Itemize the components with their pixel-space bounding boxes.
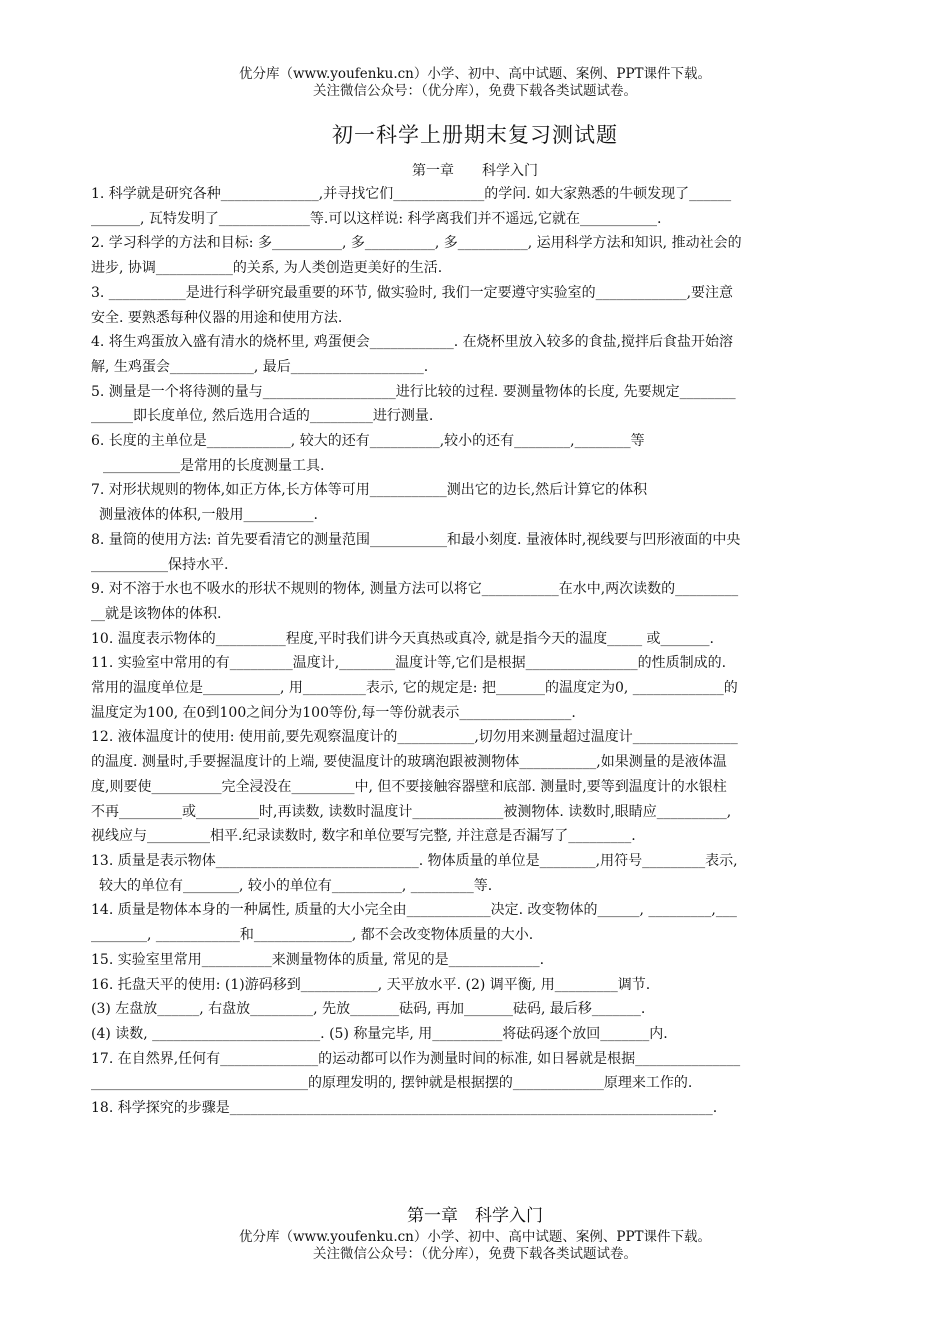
question-line: 安全. 要熟悉每种仪器的用途和使用方法. (91, 309, 343, 326)
question-list (91, 182, 861, 1121)
question-item (91, 849, 861, 898)
question-item (91, 1047, 861, 1096)
footer-line-2: 关注微信公众号：（优分库），免费下载各类试题试卷。 (313, 1246, 637, 1262)
question-line: 3. ___________是进行科学研究最重要的环节, 做实验时, 我们一定要遵守实验室的_____________,要注意 (91, 284, 734, 301)
footer-line-1: 优分库（www.youfenku.cn）小学、初中、高中试题、案例、PPT课件下载。 (238, 1229, 712, 1245)
question-item (91, 651, 861, 725)
question-line: (4) 读数, ________________________. (5) 称量完毕, 用__________将砝码逐个放回_______内. (91, 1025, 668, 1042)
question-item (91, 577, 861, 626)
question-line: 6. 长度的主单位是____________, 较大的还有__________,较小的还有________,________等 (91, 433, 645, 450)
question-line: 较大的单位有________, 较小的单位有__________, _________等. (99, 877, 493, 894)
footer-chapter: 第一章 科学入门 (407, 1206, 543, 1226)
question-line: ___________保持水平. (91, 556, 229, 573)
question-item (91, 948, 861, 973)
question-line: 17. 在自然界,任何有______________的运动都可以作为测量时间的标准, 如日晷就是根据_______________ (91, 1050, 741, 1067)
question-line: 15. 实验室里常用__________来测量物体的质量, 常见的是_____________. (91, 951, 545, 968)
question-line: _______, 瓦特发明了_____________等.可以这样说: 科学离我们并不遥远,它就在___________. (91, 210, 662, 227)
question-item (91, 380, 861, 429)
question-item (91, 973, 861, 998)
question-item (91, 330, 861, 379)
question-item (91, 627, 861, 652)
question-line: 8. 量筒的使用方法: 首先要看清它的测量范围___________和最小刻度. 量液体时,视线要与凹形液面的中央 (91, 531, 741, 548)
question-line: _______________________________的原理发明的, 摆钟就是根据摆的_____________原理来工作的. (91, 1075, 693, 1092)
page-footer (0, 1229, 950, 1263)
question-line: 测量液体的体积,一般用__________. (99, 507, 318, 524)
question-line: 常用的温度单位是___________, 用_________表示, 它的规定是: 把_______的温度定为0, _____________的 (91, 680, 738, 697)
question-line: 7. 对形状规则的物体,如正方体,长方体等可用___________测出它的边长,然后计算它的体积 (91, 482, 648, 499)
question-line: 18. 科学探究的步骤是_____________________________________________________________________. (91, 1100, 718, 1117)
question-line: 11. 实验室中常用的有_________温度计,________温度计等,它们是根据________________的性质制成的. (91, 655, 727, 672)
question-line: ___________是常用的长度测量工具. (103, 457, 325, 474)
question-line: 度,则要使__________完全浸没在_________中, 但不要接触容器壁和底部. 测量时,要等到温度计的水银柱 (91, 778, 727, 795)
chapter-heading: 第一章 科学入门 (412, 163, 538, 179)
question-item (91, 478, 861, 527)
question-line: 13. 质量是表示物体_____________________________. 物体质量的单位是________,用符号_________表示, (91, 852, 738, 869)
header-line-1: 优分库（www.youfenku.cn）小学、初中、高中试题、案例、PPT课件下载。 (238, 66, 712, 82)
question-item (91, 182, 861, 231)
document-title: 初一科学上册期末复习测试题 (332, 123, 618, 147)
question-line: __就是该物体的体积. (91, 605, 222, 622)
question-line: 14. 质量是物体本身的一种属性, 质量的大小完全由____________决定. 改变物体的______, _________,___ (91, 902, 737, 919)
page-header (0, 66, 950, 100)
question-item (91, 725, 861, 849)
question-line: 进步, 协调___________的关系, 为人类创造更美好的生活. (91, 260, 443, 277)
question-line: 12. 液体温度计的使用: 使用前,要先观察温度计的___________,切勿用来测量超过温度计_______________ (91, 729, 738, 746)
question-line: 5. 测量是一个将待测的量与___________________进行比较的过程. 要测量物体的长度, 先要规定________ (91, 383, 736, 400)
question-line: ______即长度单位, 然后选用合适的_________进行测量. (91, 408, 434, 425)
question-line: 2. 学习科学的方法和目标: 多__________, 多__________, 多__________, 运用科学方法和知识, 推动社会的 (91, 235, 742, 252)
question-line: 解, 生鸡蛋会____________, 最后___________________. (91, 358, 429, 375)
question-line: 温度定为100, 在0到100之间分为100等份,每一等份就表示________________. (91, 704, 576, 721)
question-line: 16. 托盘天平的使用: (1)游码移到___________, 天平放水平. (2) 调平衡, 用_________调节. (91, 976, 651, 993)
question-item (91, 528, 861, 577)
question-line: 不再_________或_________时,再读数, 读数时温度计_____________被测物体. 读数时,眼睛应__________, (91, 803, 732, 820)
question-line: ________, ____________和______________, 都不会改变物体质量的大小. (91, 927, 534, 944)
question-item (91, 429, 861, 478)
question-line: (3) 左盘放______, 右盘放_________, 先放_______砝码, 再加_______砝码, 最后移_______. (91, 1001, 646, 1018)
question-item (91, 231, 861, 280)
header-line-2: 关注微信公众号：（优分库），免费下载各类试题试卷。 (313, 83, 637, 99)
question-item (91, 1096, 861, 1121)
question-line: 10. 温度表示物体的__________程度,平时我们讲今天真热或真冷, 就是指今天的温度_____ 或_______. (91, 630, 714, 647)
question-line: 1. 科学就是研究各种______________,并寻找它们_____________的学问. 如大家熟悉的牛顿发现了______ (91, 186, 732, 202)
question-line: 的温度. 测量时,手要握温度计的上端, 要使温度计的玻璃泡跟被测物体___________,如果测量的是液体温 (91, 754, 727, 771)
question-line: 9. 对不溶于水也不吸水的形状不规则的物体, 测量方法可以将它___________在水中,两次读数的_________ (91, 581, 739, 598)
question-item (91, 898, 861, 947)
question-item (91, 281, 861, 330)
question-line: 4. 将生鸡蛋放入盛有清水的烧杯里, 鸡蛋便会____________. 在烧杯里放入较多的食盐,搅拌后食盐开始溶 (91, 334, 734, 351)
question-line: 视线应与_________相平.纪录读数时, 数字和单位要写完整, 并注意是否漏写了_________. (91, 828, 636, 845)
question-item (91, 997, 861, 1022)
question-item (91, 1022, 861, 1047)
